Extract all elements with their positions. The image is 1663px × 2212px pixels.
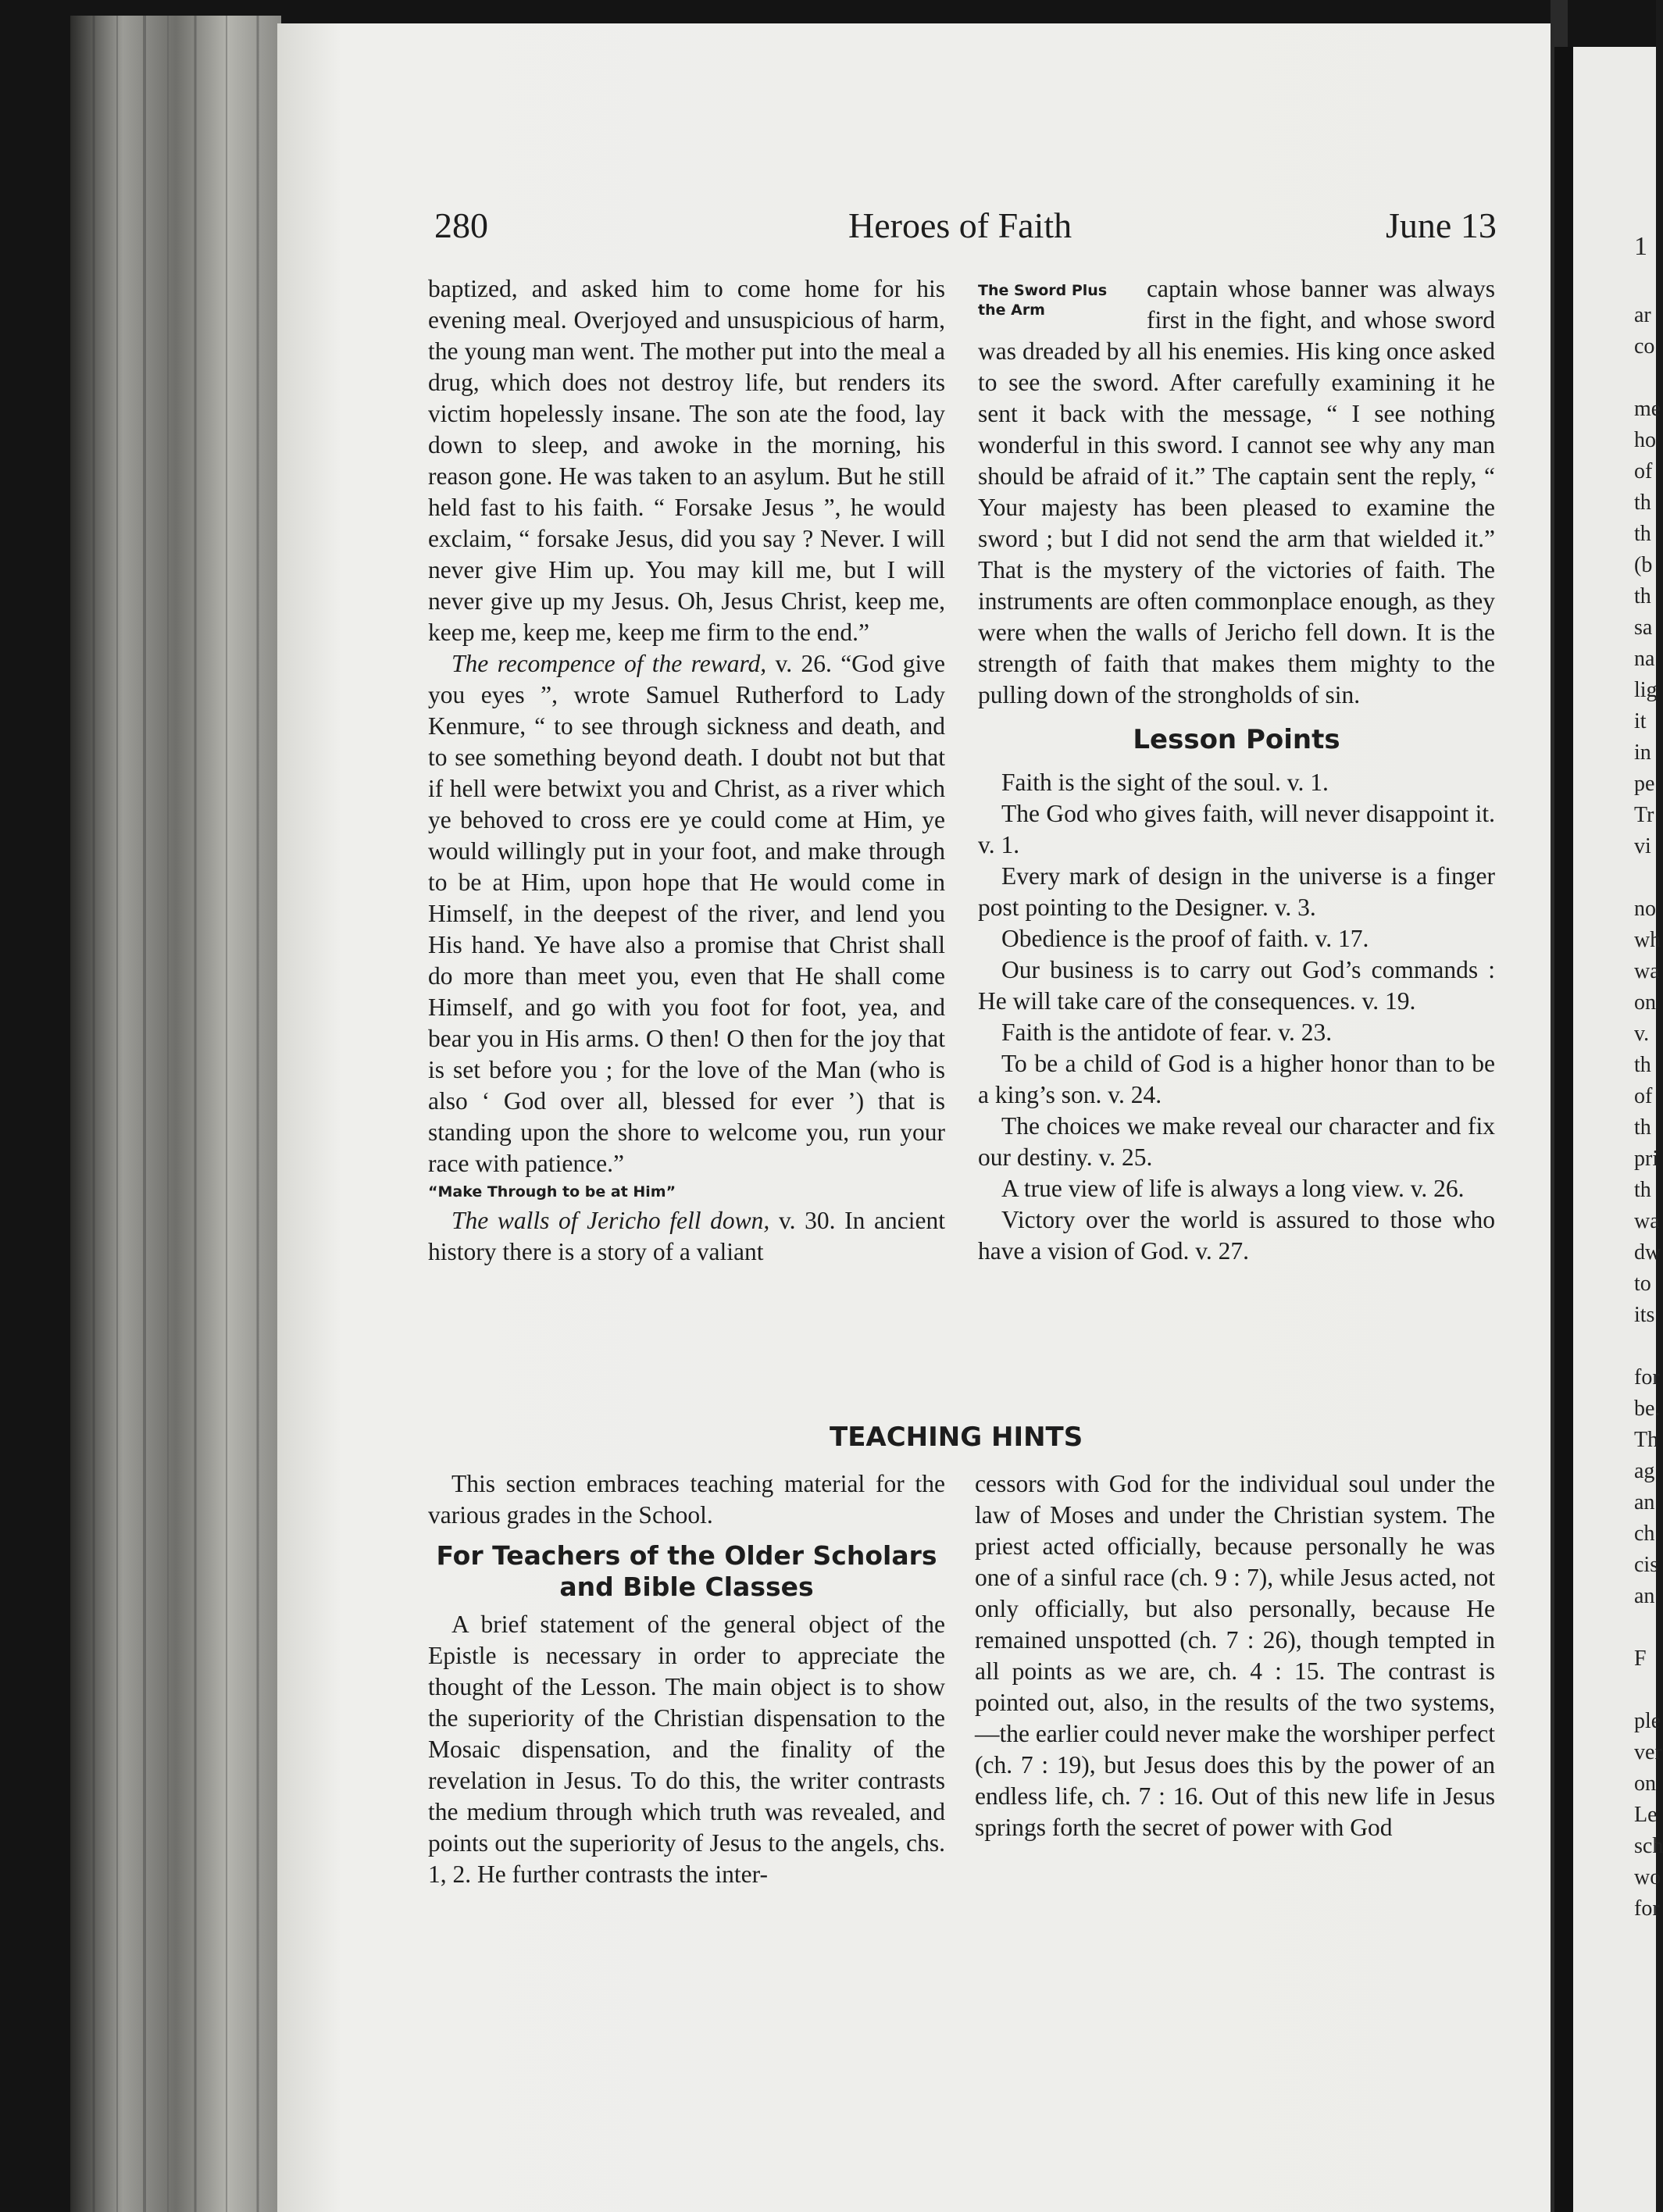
lesson-point: Obedience is the proof of faith. v. 17. [1001, 925, 1369, 952]
lesson-points-heading: Lesson Points [1133, 724, 1340, 755]
captain-paragraph: captain whose banner was always first in the fight, and whose sword was dreaded by all his enemies. His king once asked to see the sword. After carefully examining it he sent it back with the message, “ I see nothing wonderful in this sword. I cannot see why any man should be afraid of it.” The captain sent the reply, “ Your majesty has been pleased to examine the sword ; but I did not send the arm that wielded it.” That is the mystery of the victories of faith. The instruments are often commonplace enough, as they were when the walls of Jericho fell down. It is the strength of faith that makes them mighty to the pulling down of the strongholds of sin. [978, 275, 1495, 708]
next-page-fragment-line: wh [1634, 928, 1661, 952]
next-page-fragment-line [1634, 1675, 1656, 1706]
next-page-fragment-line: lig [1634, 678, 1658, 702]
next-page-fragment-line: th [1634, 1115, 1651, 1140]
teaching-left-text: A brief statement of the general object of the Epistle is necessary in order to appreciate the thought of the Lesson. The main object is to show the superiority of the Christian dispensation to the Mosaic dispensation, and the finality of the revelation in Jesus. To do this, the writer contrasts the medium through which truth was revealed, and points out the superiority of Jesus to the angels, chs. 1, 2. He further contrasts the inter- [428, 1611, 945, 1888]
next-page-fragment-line: cis [1634, 1553, 1659, 1577]
lesson-point: To be a child of God is a higher honor than to be a king’s son. v. 24. [978, 1050, 1495, 1108]
lesson-point: The choices we make reveal our character and fix our destiny. v. 25. [978, 1112, 1495, 1171]
next-page-fragment-line: Le [1634, 1803, 1658, 1827]
next-page-fragment-line [1634, 362, 1656, 394]
lesson-point: Our business is to carry out God’s commands : He will take care of the consequences. v. 19. [978, 956, 1495, 1015]
recompence-text: v. 26. “God give you eyes ”, wrote Samuel Rutherford to Lady Kenmure, “ to see through sickness and death, and to see something beyond death. I doubt not but that if hell were betwixt you and Christ, as a river which ye behoved to cross ere ye could come at Him, ye would willingly put in your foot, and make through to be at Him, upon hope that He would come in Himself, in the deepest of the river, and lend you His hand. Ye have also a promise that Christ shall do more than meet you, even that He shall come Himself, and go with you foot for foot, yea, and bear you in His arms. O then! O then for the joy that is set before you ; for the love of the Man (who is also ‘ God over all, blessed for ever ’) that is standing upon the shore to welcome you, run your race with patience.” [428, 650, 946, 1177]
next-page-fragment-line: for [1634, 1365, 1660, 1390]
next-page-fragment-line: its [1634, 1303, 1655, 1327]
teaching-left-column [428, 1468, 945, 1890]
right-column [978, 273, 1495, 1267]
next-page-fragment-line: me [1634, 397, 1661, 421]
binding-dark [1554, 47, 1573, 2212]
header-date: June 13 [1386, 205, 1497, 245]
next-page-fragment-line: th [1634, 584, 1651, 608]
next-page-number-fragment: 1 [1634, 232, 1647, 261]
next-page-fragment-line: ag [1634, 1459, 1655, 1483]
lesson-point: The God who gives faith, will never disappoint it. v. 1. [978, 800, 1495, 858]
teaching-right-column [975, 1468, 1495, 1843]
next-page-fragment-line: an [1634, 1584, 1655, 1608]
next-page-fragment-line: wa [1634, 959, 1660, 983]
teaching-intro: This section embraces teaching material for the various grades in the School. [428, 1470, 945, 1529]
next-page-fragment-line: in [1634, 740, 1651, 765]
walls-paragraph [428, 1205, 945, 1268]
lesson-point: Faith is the sight of the soul. v. 1. [1001, 769, 1329, 796]
next-page-fragment-line [1634, 1331, 1656, 1362]
next-page-fragment-line: ver [1634, 1740, 1662, 1764]
next-page-fragment-line: pri [1634, 1147, 1659, 1171]
next-page-fragment-line: v. [1634, 1022, 1650, 1046]
book-spine [70, 16, 281, 2212]
next-page-fragment-line: pe [1634, 772, 1655, 796]
next-page-fragment-line: sch [1634, 1834, 1663, 1858]
next-page-fragment-line: th [1634, 491, 1651, 515]
next-page-fragment-line: of [1634, 459, 1653, 483]
lesson-point: Faith is the antidote of fear. v. 23. [1001, 1019, 1333, 1046]
older-scholars-heading: For Teachers of the Older Scholars and Bible Classes [436, 1540, 937, 1602]
next-page-fragment-line: th [1634, 1178, 1651, 1202]
next-page-fragment-line: (b [1634, 553, 1653, 577]
running-title: Heroes of Faith [848, 205, 1072, 245]
next-page-fragment-line: Tr [1634, 803, 1654, 827]
next-page-fragment-line: dw [1634, 1240, 1661, 1265]
next-page-fragment-line: Th [1634, 1428, 1659, 1452]
lesson-point: Every mark of design in the universe is a finger post pointing to the Designer. v. 3. [978, 862, 1495, 921]
next-page-fragment-line: on [1634, 990, 1656, 1015]
next-page-fragment-line: to [1634, 1272, 1651, 1296]
teaching-hints-heading: TEACHING HINTS [830, 1422, 1083, 1453]
next-page-fragment-line: ch [1634, 1522, 1655, 1546]
recompence-paragraph [428, 648, 945, 1179]
next-page-fragment-line: vi [1634, 834, 1651, 858]
left-column [428, 273, 945, 1268]
lesson-point: Victory over the world is assured to those who have a vision of God. v. 27. [978, 1206, 1495, 1265]
next-page-fragment-line: th [1634, 1053, 1651, 1077]
next-page-text-fragments [1634, 300, 1663, 1925]
next-page-fragment-line: be. [1634, 1397, 1661, 1421]
next-page-fragment-line: ar [1634, 303, 1651, 327]
walls-italic: The walls of Jericho fell down, [451, 1207, 770, 1234]
next-page-fragment-line: th [1634, 522, 1651, 546]
page-number: 280 [434, 205, 488, 245]
next-page-fragment-line [1634, 862, 1656, 894]
next-page-fragment-line: no [1634, 897, 1656, 921]
next-page-fragment-line: co [1634, 334, 1655, 359]
next-page-fragment-line: na [1634, 647, 1655, 671]
next-page-fragment-line: of [1634, 1084, 1653, 1108]
sidenote-sword: The Sword Plus the Arm [978, 282, 1108, 319]
next-page-fragment-line: ho [1634, 428, 1656, 452]
next-page-fragment-line [1634, 1612, 1656, 1643]
next-page-fragment-line: F [1634, 1647, 1647, 1671]
sidenote-make-through: “Make Through to be at Him” [428, 1183, 676, 1201]
next-page-fragment-line: ple [1634, 1709, 1661, 1733]
next-page-fragment-line: sa [1634, 615, 1653, 640]
recompence-italic: The recompence of the reward, [451, 650, 767, 677]
teaching-right-text: cessors with God for the individual soul under the law of Moses and under the Christian system. The priest acted officially, because personally he was one of a sinful race (ch. 9 : 7), while Jesus acted, not only officially, but also personally, because He remained unspotted (ch. 7 : 26), though tempted in all points as we are, ch. 4 : 15. The contrast is pointed out, also, in the results of the two systems,—the earlier could never make the worshiper perfect (ch. 7 : 19), but Jesus does this by the power of an endless life, ch. 7 : 16. Out of this new life in Jesus springs forth the secret of power with God [975, 1470, 1495, 1841]
next-page-fragment-line: wo [1634, 1865, 1661, 1889]
next-page-fragment-line: an [1634, 1490, 1655, 1515]
walls-text: v. 30. In ancient history there is a story of a valiant [428, 1207, 945, 1265]
lesson-point: A true view of life is always a long view. v. 26. [1001, 1175, 1465, 1202]
left-paragraph: baptized, and asked him to come home for his evening meal. Overjoyed and unsuspicious of harm, the young man went. The mother put into the meal a drug, which does not destroy life, but renders its victim hopelessly insane. The son ate the food, lay down to sleep, and awoke in the morning, his reason gone. He was taken to an asylum. But he still held fast to his faith. “ Forsake Jesus ”, he would exclaim, “ forsake Jesus, did you say ? Never. I will never give Him up. You may kill me, but I will never give up my Jesus. Oh, Jesus Christ, keep me, keep me, keep me, keep me firm to the end.” [428, 275, 945, 646]
next-page-fragment-line: wa [1634, 1209, 1660, 1233]
next-page-fragment-line: on [1634, 1771, 1656, 1796]
lesson-points-list [978, 767, 1495, 1267]
next-page-fragment-line: it [1634, 709, 1647, 733]
next-page-fragment-line: for [1634, 1896, 1660, 1921]
